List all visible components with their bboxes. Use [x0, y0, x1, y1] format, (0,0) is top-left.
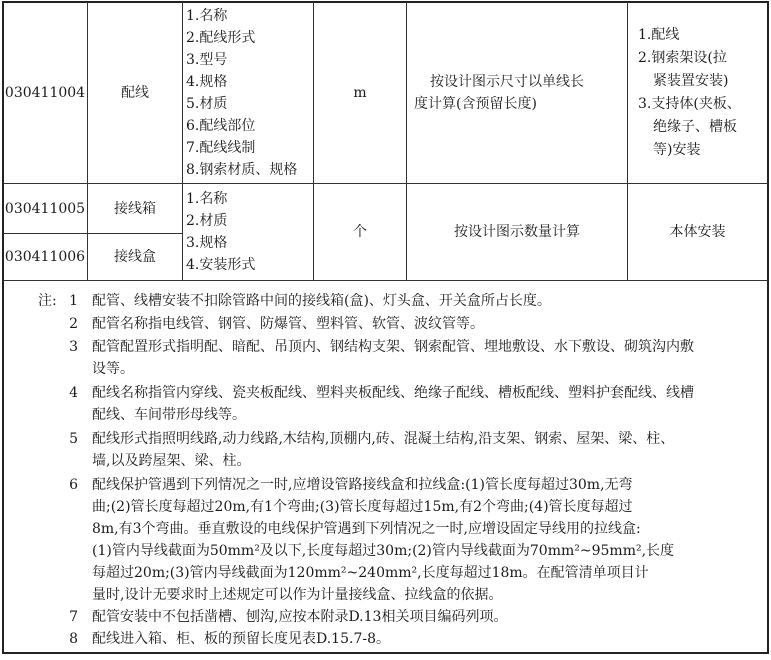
note-number: 3 — [69, 339, 78, 355]
work-item: 1.配线 — [638, 27, 680, 43]
project-code-text: 030411004 — [4, 85, 86, 101]
note-line: 配管配置形式指明配、暗配、吊顶内、钢结构支架、钢索配管、埋地敷设、水下敷设、砌筑沟内敷 — [92, 339, 694, 355]
feature-item: 5.材质 — [186, 96, 228, 112]
feature-item: 3.型号 — [186, 52, 228, 68]
quantity-rule-text: 按设计图示数量计算 — [454, 224, 580, 240]
work-content-text: 本体安装 — [669, 224, 726, 240]
feature-item: 2.配线形式 — [186, 30, 256, 46]
note-line: 每超过20m;(3)管内导线截面为120mm²~240mm²,长度每超过18m。在配管清单项目计 — [92, 565, 649, 581]
feature-item: 4.安装形式 — [186, 257, 256, 273]
note-line: 配管、线槽安装不扣除管路中间的接线箱(盒)、灯头盒、开关盒所占长度。 — [92, 293, 551, 309]
work-item: 3.支持体(夹板、 — [638, 96, 741, 112]
project-code-text: 030411006 — [4, 249, 86, 265]
note-number: 7 — [69, 609, 78, 625]
note-line: 配线形式指照明线路,动力线路,木结构,顶棚内,砖、混凝土结构,沿支架、钢索、屋架、梁、柱、 — [92, 431, 675, 447]
note-line: 配线进入箱、柜、板的预留长度见表D.15.7-8。 — [92, 631, 390, 647]
note-line: 墙,以及跨屋架、梁、柱。 — [92, 453, 251, 469]
work-item: 2.钢索架设(拉 — [638, 50, 727, 66]
note-number: 1 — [69, 293, 78, 309]
project-name-text: 接线箱 — [114, 200, 156, 217]
work-item: 等)安装 — [653, 142, 701, 158]
note-line: 配管安装中不包括凿槽、刨沟,应按本附录D.13相关项目编码列项。 — [92, 609, 508, 625]
notes-prefix: 注: — [38, 293, 57, 309]
feature-item: 2.材质 — [186, 213, 228, 229]
feature-item: 8.钢索材质、规格 — [186, 162, 298, 178]
note-line: 设等。 — [92, 361, 134, 377]
note-line: 配线、车间带形母线等。 — [92, 407, 246, 423]
note-line: 配线保护管遇到下列情况之一时,应增设管路接线盒和拉线盒:(1)管长度每超过30m,无弯 — [92, 477, 633, 493]
project-name-text: 接线盒 — [114, 249, 156, 265]
note-line: 8m,有3个弯曲。垂直敷设的电线保护管遇到下列情况之一时,应增设固定导线用的拉线盒: — [92, 521, 641, 537]
work-item: 绝缘子、槽板 — [653, 119, 737, 135]
note-number: 8 — [69, 631, 78, 647]
note-line: 配线名称指管内穿线、瓷夹板配线、塑料夹板配线、绝缘子配线、槽板配线、塑料护套配线、线槽 — [92, 385, 694, 401]
note-line: 曲;(2)管长度每超过20m,有1个弯曲;(3)管长度每超过15m,有2个弯曲;(4)管长度每超过 — [92, 499, 633, 515]
note-line: 配管名称指电线管、钢管、防爆管、塑料管、软管、波纹管等。 — [92, 316, 484, 332]
note-line: 量时,设计无要求时上述规定可以作为计量接线盒、拉线盒的依据。 — [92, 587, 503, 603]
note-number: 2 — [69, 316, 78, 332]
note-number: 6 — [69, 477, 78, 493]
feature-item: 3.规格 — [186, 235, 228, 251]
work-item: 紧装置安装) — [653, 73, 729, 89]
unit-text: 个 — [353, 224, 367, 240]
quantity-rule-line: 按设计图示尺寸以单线长 — [430, 74, 584, 90]
project-name-text: 配线 — [121, 85, 149, 101]
quantity-rule-line: 度计算(含预留长度) — [414, 96, 537, 112]
note-number: 5 — [69, 431, 78, 447]
feature-item: 1.名称 — [186, 191, 228, 207]
feature-item: 7.配线线制 — [186, 140, 256, 156]
feature-item: 6.配线部位 — [186, 118, 256, 134]
feature-item: 1.名称 — [186, 8, 228, 24]
note-line: (1)管内导线截面为50mm²及以下,长度每超过30m;(2)管内导线截面为70mm²~95mm²,长度 — [92, 543, 675, 559]
feature-item: 4.规格 — [186, 74, 228, 90]
note-number: 4 — [69, 385, 78, 401]
unit-text: m — [353, 85, 367, 101]
project-code-text: 030411005 — [4, 200, 86, 217]
